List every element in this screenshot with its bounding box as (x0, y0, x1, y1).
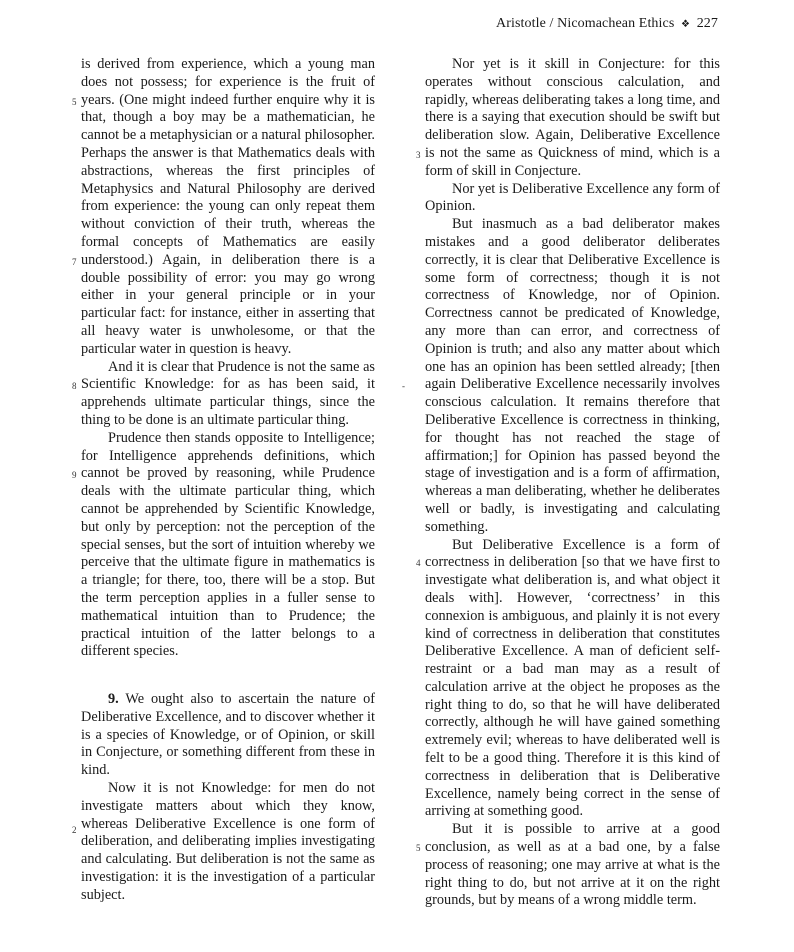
right-column (425, 56, 720, 910)
paragraph: But Deliberative Excellence is a form of correctness in deliberation [so that we have first to investigate what deliberation is, and what object it deals with]. However, ‘correctness’ in this connexion is ambiguous, and plainly it is not every kind of correctness in deliberation that constitutes Deliberative Excellence. A man of deficient self-restraint or a bad man may as a result of calculation arrive at the object he proposes as the right thing to do, so that he will have deliberated correctly, although he will have gained something extremely evil; whereas to have deliberated well is felt to be a good thing. Therefore it is this kind of correctness in deliberation that is Deliberative Excellence, namely being correct in the sense of arriving at something good. (425, 536, 720, 820)
margin-mark: 8 (72, 381, 77, 391)
margin-mark: 5 (72, 97, 77, 107)
running-header (496, 16, 718, 32)
running-title: Aristotle / Nicomachean Ethics (496, 16, 675, 31)
margin-mark: 3 (416, 150, 421, 160)
margin-mark: 5 (416, 843, 421, 853)
paragraph: Nor yet is it skill in Conjecture: for this operates without conscious calculation, and rapidly, whereas deliberating takes a long time, and there is a saying that execution should be swift but deliberation slow. Again, Deliberative Excellence is not the same as Quickness of mind, which is a form of skill in Conjecture. (425, 56, 720, 179)
paragraph: And it is clear that Prudence is not the same as Scientific Knowledge: for as has been said, it apprehends ultimate particular things, since the thing to be done is an ultimate particular thing. (81, 358, 375, 428)
paragraph: But it is possible to arrive at a good conclusion, as well as at a bad one, by a false process of reasoning; one may arrive at what is the right thing to do, but not arrive at it on the right grounds, but by means of a wrong middle term. (425, 821, 720, 909)
margin-mark: 7 (72, 257, 77, 267)
margin-mark: 4 (416, 558, 421, 568)
paragraph: is derived from experience, which a young man does not possess; for experience is the fruit of years. (One might indeed further enquire why it is that, though a boy may be a mathematician, he cannot be a metaphysician or a natural philosopher. Perhaps the answer is that Mathematics deals with abstractions, whereas the first principles of Metaphysics and Natural Philosophy are derived from experience: the young can only repeat them without conviction of their truth, whereas the formal concepts of Mathematics are easily understood.) Again, in deliberation there is a double possibility of error: you may go wrong either in your general principle or in your particular fact: for instance, either in asserting that all heavy water is unwholesome, or that the particular water in question is heavy. (81, 56, 375, 357)
paragraph: Now it is not Knowledge: for men do not investigate matters about which they know, whereas Deliberative Excellence is one form of deliberation, and deliberating implies investigating and calculating. But deliberation is not the same as investigation: it is the investigation of a particular subject. (81, 780, 375, 903)
page-number: 227 (696, 16, 718, 31)
margin-mark: 9 (72, 470, 77, 480)
section-text: We ought also to ascertain the nature of Deliberative Excellence, and to discover whether it is a species of Knowledge, or of Opinion, or skill in Conjecture, or something different from these in kind. (81, 691, 376, 779)
left-column (81, 56, 375, 905)
paragraph: Nor yet is Deliberative Excellence any form of Opinion. (425, 180, 720, 215)
section-number: 9. (108, 691, 119, 708)
ornament-icon: ❖ (681, 19, 691, 30)
margin-mark: 2 (72, 825, 77, 835)
margin-mark: - (402, 381, 405, 391)
paragraph: Prudence then stands opposite to Intelligence; for Intelligence apprehends definitions, which cannot be proved by reasoning, while Prudence deals with the ultimate particular thing, which cannot be apprehended by Scientific Knowledge, but only by perception: not the perception of the special senses, but the sort of intuition whereby we perceive that the ultimate figure in mathematics is a triangle; for there, too, there will be a stop. But the term perception applies in a fuller sense to mathematical intuition than to Prudence; the practical intuition of the latter belongs to a different species. (81, 429, 375, 660)
section-paragraph (81, 691, 375, 780)
paragraph: But inasmuch as a bad deliberator makes mistakes and a good deliberator deliberates correctly, it is clear that Deliberative Excellence is some form of correctness; though it is not correctness of Knowledge, nor of Opinion. Correctness cannot be predicated of Knowledge, any more than can error, and correctness of Opinion is truth; and also any matter about which one has an opinion has been settled already; [then again Deliberative Excellence necessarily involves conscious calculation. It remains therefore that Deliberative Excellence is correctness in thinking, for thought has not reached the stage of affirmation;] for Opinion has passed beyond the stage of investigation and is a form of affirmation, whereas a man deliberating, whether he deliberates well or badly, is investigating and calculating something. (425, 216, 720, 535)
